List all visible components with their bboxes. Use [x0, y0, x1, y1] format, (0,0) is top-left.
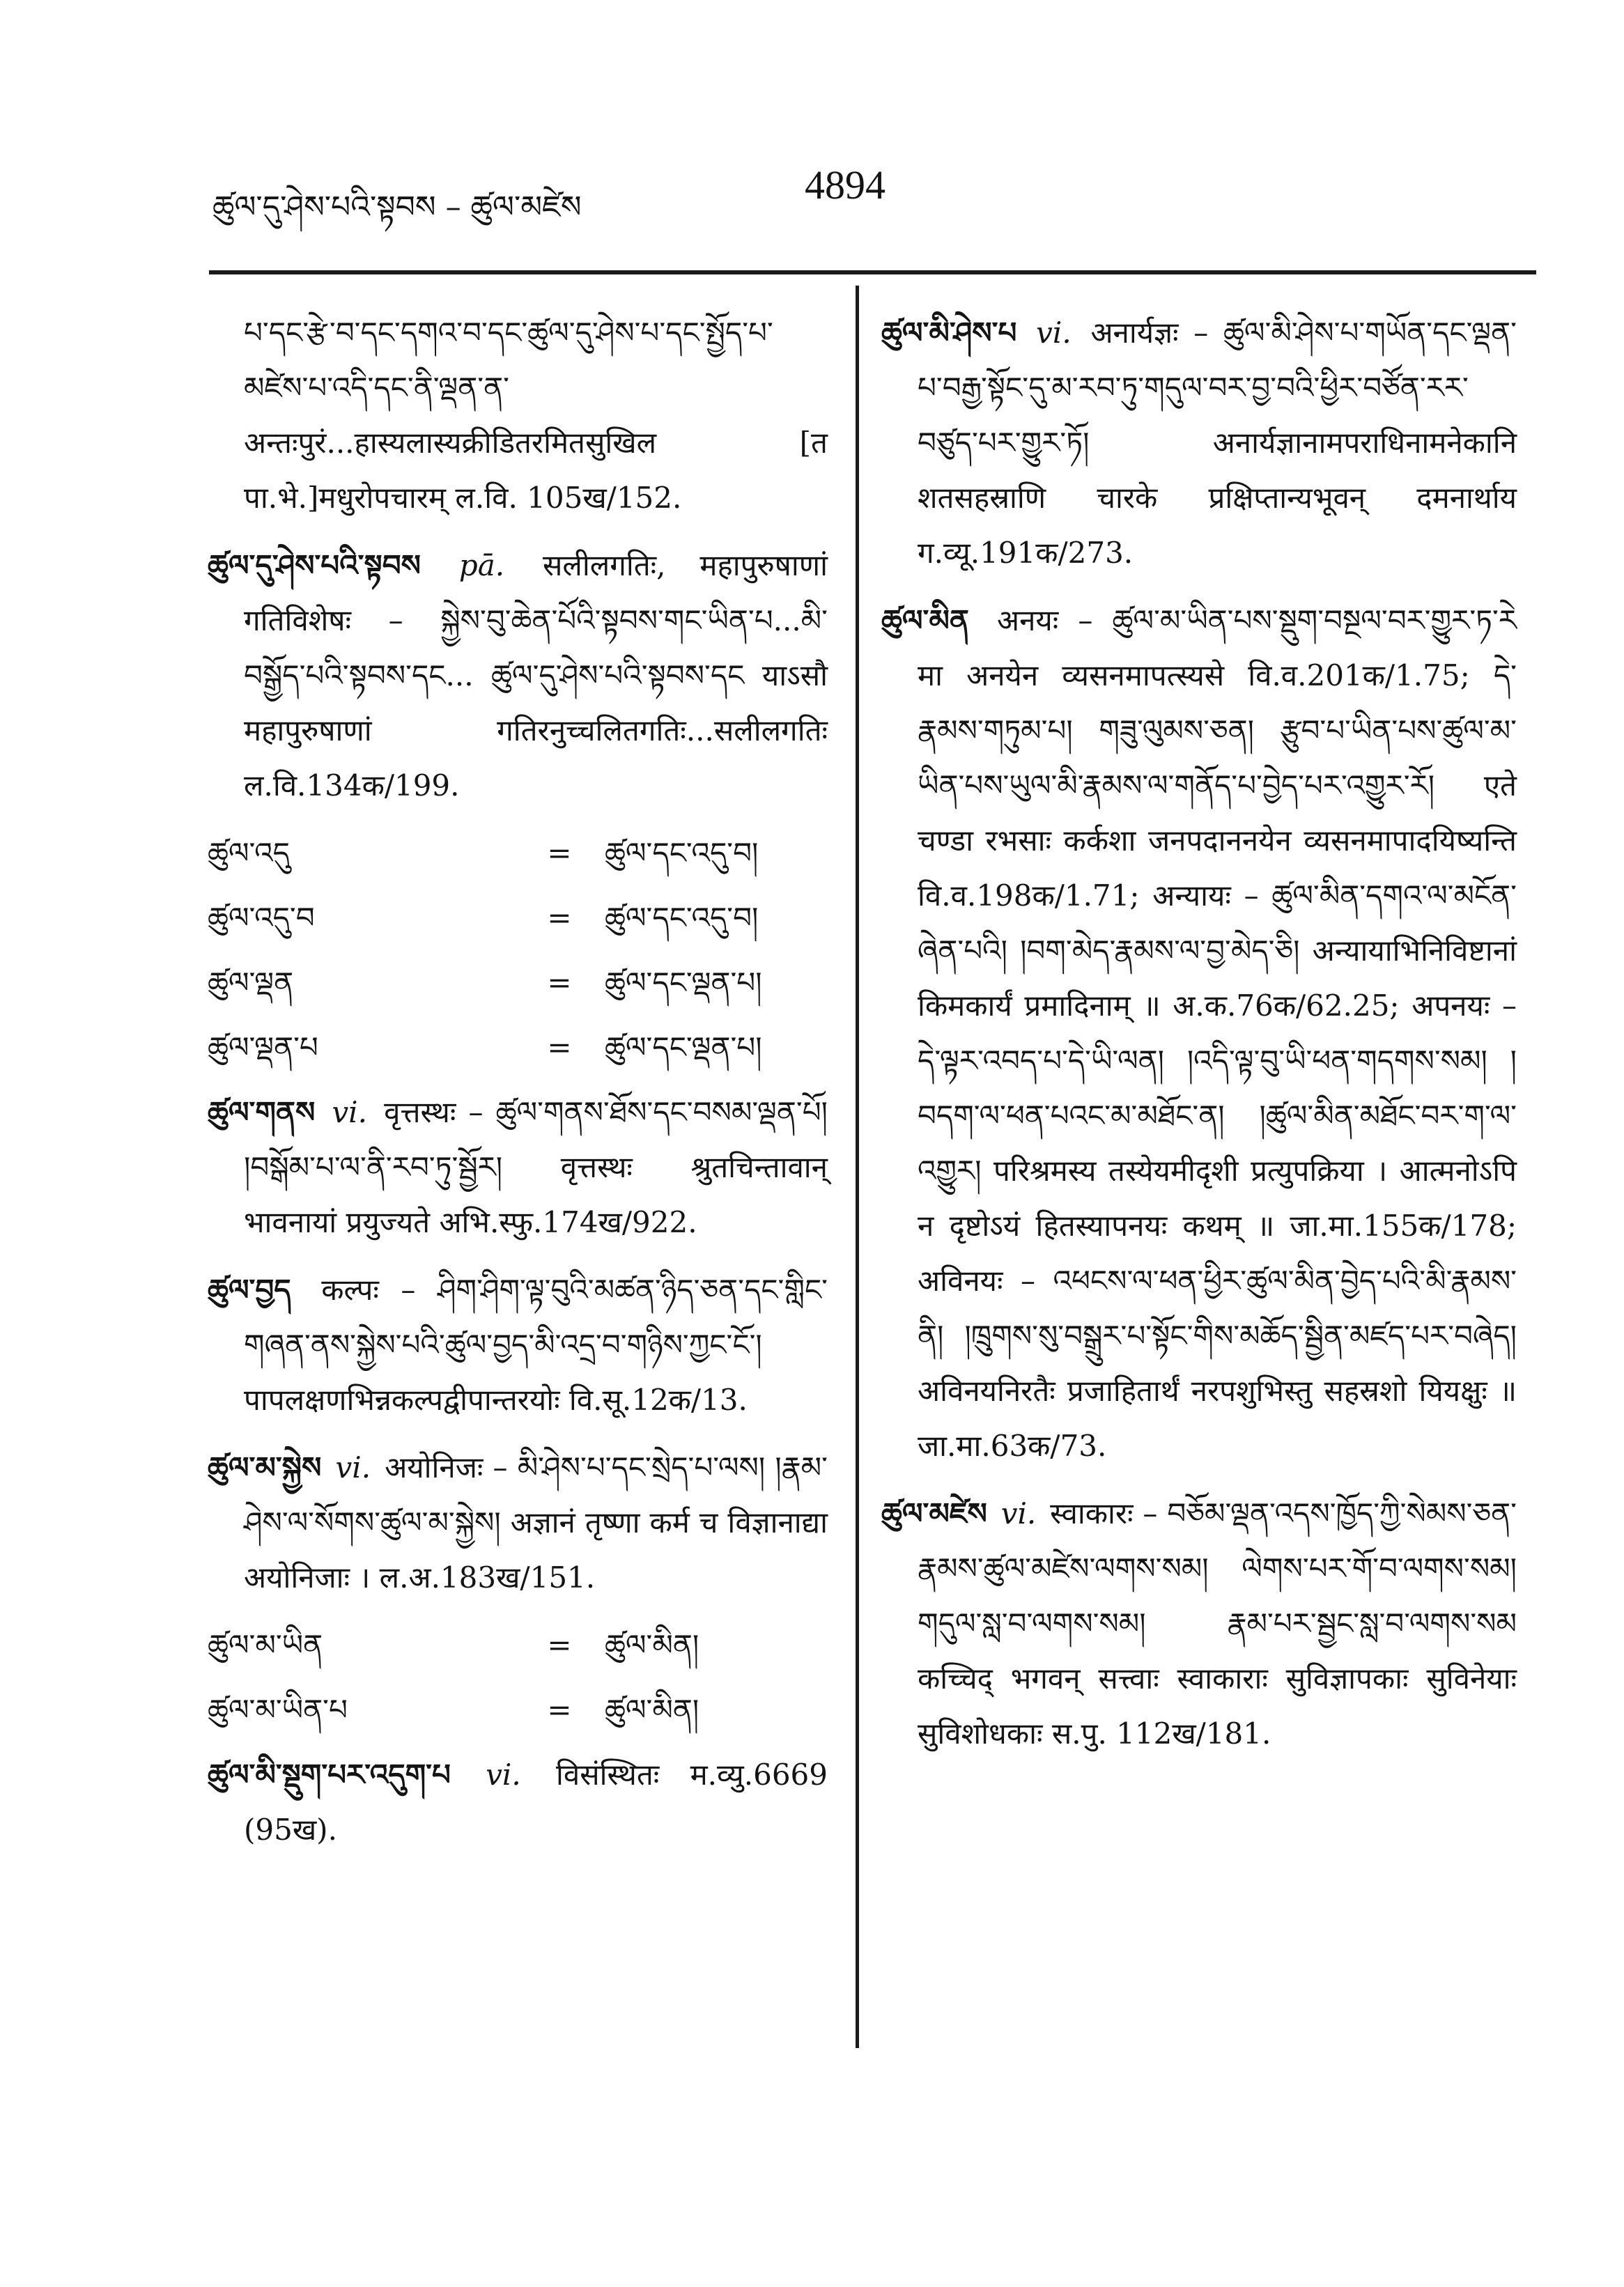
- entry-headword: ཚུལ་མིན: [881, 603, 969, 637]
- xref-target: ཚུལ་དང་ལྡན་པ།: [605, 966, 762, 1000]
- xref-term: ཚུལ་ལྡན: [208, 966, 294, 1000]
- xref-term: ཚུལ་མ་ཡིན: [208, 1628, 323, 1662]
- entry-body: अनार्यज्ञः – ཚུལ་མི་ཤེས་པ་གཡོན་དང་ལྡན་པ་བརྒྱ་སྟོང་དུ་མ་རབ་ཏུ་གདུལ་བར་བྱ་བའི་ཕྱིར་བཙོན་རར་བཙུད་པར་གྱུར་ཏོ། अनार्यज्ञानामपराधिनामनेकानि शतसहस्राणि चारके प्रक्षिप्तान्यभूवन् दमनार्थाय ग.व्यू.191क/273.: [918, 316, 1517, 570]
- entry-headword: ཚུལ་གནས: [208, 1095, 316, 1129]
- entry-headword: ཚུལ་དུ་ཤེས་པའི་སྟབས: [208, 548, 422, 582]
- entry-headword: ཚུལ་བྱད: [208, 1273, 291, 1307]
- dictionary-entry: [881, 1486, 1517, 1761]
- xref-equals: =: [547, 836, 572, 870]
- right-column: [881, 305, 1517, 1774]
- xref-target: ཚུལ་མིན།: [605, 1693, 699, 1727]
- entry-headword: ཚུལ་མ་སྐྱེས: [208, 1450, 322, 1484]
- dictionary-entry: [208, 538, 828, 813]
- running-head: ཚུལ་དུ་ཤེས་པའི་སྟབས – ཚུལ་མཛེས: [212, 189, 582, 225]
- dictionary-entry: [881, 305, 1517, 580]
- dictionary-entry: [208, 1085, 828, 1250]
- entry-headword: ཚུལ་མི་ཤེས་པ: [881, 316, 1017, 350]
- dictionary-entry: [208, 1262, 828, 1427]
- xref-term: ཚུལ་མ་ཡིན་པ: [208, 1693, 348, 1727]
- xref-equals: =: [547, 1628, 572, 1662]
- page-header: [212, 162, 923, 224]
- xref-equals: =: [547, 1693, 572, 1727]
- dictionary-entry: [208, 1747, 828, 1857]
- entry-body: विसंस्थितः म.व्यु.6669 (95ख).: [244, 1758, 828, 1847]
- cross-reference: [208, 1682, 828, 1737]
- entry-body: स्वाकारः – བཅོམ་ལྡན་འདས་ཁྱོད་ཀྱི་སེམས་ཅན་རྣམས་ཚུལ་མཛེས་ལགས་སམ། ལེགས་པར་གོ་བ་ལགས་སམ། གདུལ་སླ་བ་ལགས་སམ། རྣམ་པར་སྦྱང་སླ་བ་ལགས་སམ कच्चिद् भगवन् सत्त्वाः स्वाकाराः सुविज्ञापकाः सुविनेयाः सुविशोधकाः स.पु. 112ख/181.: [918, 1496, 1517, 1751]
- xref-equals: =: [547, 966, 572, 1000]
- entry-body: अयोनिजः – མི་ཤེས་པ་དང་སྲེད་པ་ལས། །རྣམ་ཤེས་ལ་སོགས་ཚུལ་མ་སྐྱེས། अज्ञानं तृष्णा कर्म च विज्ञानाद्या अयोनिजाः । ल.अ.183ख/151.: [244, 1450, 828, 1595]
- entry-pos: pā.: [458, 548, 505, 582]
- cross-reference: [208, 1020, 828, 1075]
- entry-body: कल्पः – ཤིག་ཤིག་ལྟ་བུའི་མཚན་ཉིད་ཅན་དང་གླིང་གཞན་ནས་སྐྱེས་པའི་ཚུལ་བྱད་མི་འདྲ་བ་གཉིས་ཀྱང་ངོ་། पापलक्षणभिन्नकल्पद्वीपान्तरयोः वि.सू.12क/13.: [244, 1273, 828, 1417]
- entry-headword: ཚུལ་མཛེས: [881, 1496, 987, 1530]
- xref-target: ཚུལ་མིན།: [605, 1628, 699, 1662]
- entry-pos: vi.: [335, 1450, 371, 1484]
- cross-reference: [208, 825, 828, 881]
- cross-reference: [208, 1618, 828, 1673]
- xref-target: ཚུལ་དང་འདུ་བ།: [605, 836, 759, 870]
- entry-pos: vi.: [486, 1758, 521, 1792]
- cross-reference: [208, 955, 828, 1010]
- entry-body: सलीलगतिः, महापुरुषाणां गतिविशेषः – སྐྱེས་བུ་ཆེན་པོའི་སྟབས་གང་ཡིན་པ...མི་བསྒྱོད་པའི་སྟབས་དང... ཚུལ་དུ་ཤེས་པའི་སྟབས་དང याऽसौ महापुरुषाणां गतिरनुच्चलितगतिः...सलीलगतिः ल.वि.134क/199.: [244, 548, 828, 803]
- xref-target: ཚུལ་དང་ལྡན་པ།: [605, 1030, 762, 1064]
- cross-reference: [208, 890, 828, 945]
- xref-term: ཚུལ་འདུ: [208, 836, 290, 870]
- entry-headword: ཚུལ་མི་སྡུག་པར་འདུག་པ: [208, 1758, 451, 1792]
- xref-term: ཚུལ་ལྡན་པ: [208, 1030, 318, 1064]
- continuation-text: པ་དང་རྩེ་བ་དང་དགའ་བ་དང་ཚུལ་དུ་ཤེས་པ་དང་སྤྱོད་པ་མཛེས་པ་འདི་དང་ནི་ལྡན་ན་ अन्तःपुरं...हास्यलास्यक्रीडितरमितसुखिल [त पा.भे.]मधुरोपचारम् ल.वि. 105ख/152.: [244, 316, 828, 515]
- page-number: 4894: [805, 162, 886, 208]
- dictionary-entry: [881, 593, 1517, 1473]
- entry-pos: vi.: [1000, 1496, 1037, 1530]
- xref-equals: =: [547, 901, 572, 935]
- entry-body: वृत्तस्थः – ཚུལ་གནས་ཐོས་དང་བསམ་ལྡན་པོ། །བསྒོམ་པ་ལ་ནི་རབ་ཏུ་སྦྱོར། वृत्तस्थः श्रुतचिन्तावान् भावनायां प्रयुज्यते अभि.स्फु.174ख/922.: [244, 1095, 828, 1239]
- xref-target: ཚུལ་དང་འདུ་བ།: [605, 901, 759, 935]
- xref-term: ཚུལ་འདུ་བ: [208, 901, 315, 935]
- entry-body: अनयः – ཚུལ་མ་ཡིན་པས་སྡུག་བསྔལ་བར་གྱུར་ཏ་རེ मा अनयेन व्यसनमापत्स्यसे वि.व.201क/1.75; དེ་རྣམས་གཏུམ་པ། གཟུ་ལུམས་ཅན། རྩུབ་པ་ཡིན་པས་ཚུལ་མ་ཡིན་པས་ཡུལ་མི་རྣམས་ལ་གནོད་པ་བྱེད་པར་འགྱུར་རོ། एते चण्डा रभसाः कर्कशा जनपदाननयेन व्यसनमापादयिष्यन्ति वि.व.198क/1.71; अन्यायः – ཚུལ་མིན་དགའ་ལ་མངོན་ཞེན་པའི། །བག་མེད་རྣམས་ལ་བྱ་མེད་ཅི། अन्यायाभिनिविष्टानां किमकार्यं प्रमादिनाम् ॥ अ.क.76क/62.25; अपनयः – དེ་ལྟར་འབད་པ་དེ་ཡི་ལན། །འདི་ལྟ་བུ་ཡི་ཕན་གདགས་སམ། །བདག་ལ་ཕན་པའང་མ་མཐོང་ན། །ཚུལ་མིན་མཐོང་བར་ག་ལ་འགྱུར། परिश्रमस्य तस्येयमीदृशी प्रत्युपक्रिया । आत्मनोऽपि न दृष्टोऽयं हितस्यापनयः कथम् ॥ जा.मा.155क/178; अविनयः – འཕངས་ལ་ཕན་ཕྱིར་ཚུལ་མིན་བྱེད་པའི་མི་རྣམས་ནི། །ཁྲུགས་སུ་བསྒྲུར་པ་སྟོང་གིས་མཆོད་སྦྱིན་མཛད་པར་བཞེད། अविनयनिरतैः प्रजाहितार्थं नरपशुभिस्तु सहस्रशो यियक्षुः ॥ जा.मा.63क/73.: [918, 603, 1517, 1463]
- xref-equals: =: [547, 1030, 572, 1064]
- column-divider: [856, 286, 859, 2048]
- dictionary-entry: [208, 1440, 828, 1605]
- entry-pos: vi.: [332, 1095, 367, 1129]
- entry-pos: vi.: [1036, 316, 1072, 350]
- left-column: [208, 305, 828, 1870]
- header-rule: [209, 270, 1536, 274]
